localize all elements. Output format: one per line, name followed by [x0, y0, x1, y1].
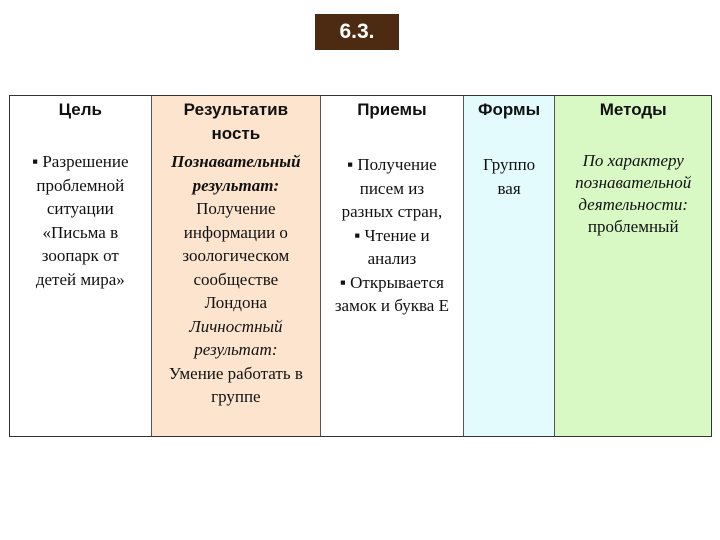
method-line: проблемный: [587, 217, 679, 236]
goal-header: Цель: [58, 100, 102, 119]
result-line: зоологическом: [182, 246, 290, 265]
method-line: По характеру: [582, 151, 684, 170]
result-cell: [152, 150, 321, 409]
technique-line: писем из: [359, 178, 425, 198]
technique-line: ▪ Открывается: [339, 272, 444, 292]
slide-number-badge: 6.3.: [315, 14, 399, 50]
result-header-line: Результатив: [183, 100, 289, 119]
goal-line: ситуации: [46, 199, 114, 218]
techniques-cell: [321, 153, 463, 318]
result-line: Личностный: [189, 316, 283, 336]
technique-line: ▪ Получение: [347, 155, 437, 174]
result-line: Получение: [196, 199, 276, 218]
form-line: Группо: [482, 155, 536, 174]
forms-header: Формы: [477, 100, 541, 119]
forms-cell: [464, 153, 555, 200]
result-header-line: ность: [211, 124, 261, 143]
technique-line: замок и буква Е: [334, 296, 449, 315]
goal-line: проблемной: [36, 175, 125, 195]
methods-column: [555, 96, 711, 436]
methods-cell: [555, 150, 711, 238]
result-line: результат:: [192, 175, 280, 195]
technique-line: анализ: [367, 249, 417, 268]
result-line: результат:: [194, 340, 278, 359]
goal-line: «Письма в: [42, 222, 119, 242]
forms-column: [464, 96, 556, 436]
result-line: Лондона: [204, 293, 268, 312]
goal-line: зоопарк от: [41, 246, 119, 265]
lesson-plan-table: [9, 95, 712, 437]
result-line: Умение работать в: [168, 363, 303, 383]
method-line: деятельности:: [578, 195, 689, 214]
result-line: группе: [211, 387, 261, 406]
result-column: [152, 96, 322, 436]
form-line: вая: [497, 178, 521, 198]
goal-line: детей мира»: [35, 269, 125, 289]
technique-line: разных стран,: [341, 202, 443, 221]
result-line: информации о: [183, 222, 288, 242]
result-header: [152, 98, 321, 146]
goal-column: [10, 96, 152, 436]
techniques-column: [321, 96, 464, 436]
result-line: Познавательный: [171, 152, 301, 171]
technique-line: ▪ Чтение и: [354, 225, 430, 245]
goal-cell: [10, 150, 151, 291]
result-line: сообществе: [193, 269, 279, 289]
methods-header: Методы: [599, 100, 667, 119]
goal-line: ▪ Разрешение: [32, 152, 129, 171]
techniques-header: Приемы: [357, 100, 427, 119]
method-line: познавательной: [575, 173, 692, 192]
